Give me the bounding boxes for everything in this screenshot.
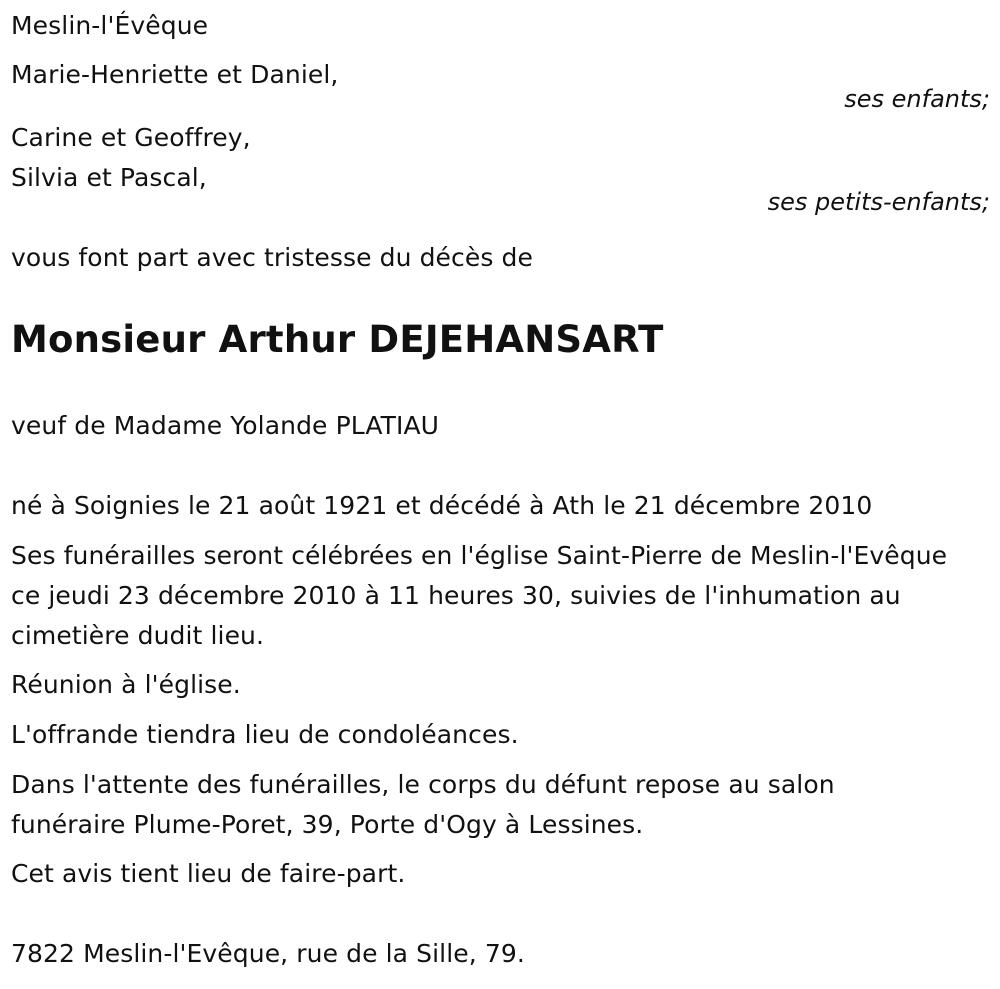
offering: L'offrande tiendra lieu de condoléances. — [11, 720, 519, 749]
children-role: ses enfants; — [844, 85, 990, 113]
meeting: Réunion à l'église. — [11, 670, 241, 699]
address: 7822 Meslin-l'Evêque, rue de la Sille, 79. — [11, 939, 525, 968]
widower-of: veuf de Madame Yolande PLATIAU — [11, 411, 440, 440]
grandchild-names-2: Silvia et Pascal, — [11, 163, 207, 192]
notice: Cet avis tient lieu de faire-part. — [11, 859, 406, 888]
announcement-intro: vous font part avec tristesse du décès de — [11, 243, 533, 272]
funeral-line-2: ce jeudi 23 décembre 2010 à 11 heures 30, suivies de l'inhumation au — [11, 581, 901, 610]
repose-line-1: Dans l'attente des funérailles, le corps du défunt repose au salon — [11, 770, 835, 799]
repose-line-2: funéraire Plume-Poret, 39, Porte d'Ogy à Lessines. — [11, 810, 644, 839]
location-header: Meslin-l'Évêque — [11, 11, 209, 40]
children-names: Marie-Henriette et Daniel, — [11, 60, 339, 89]
birth-death: né à Soignies le 21 août 1921 et décédé à Ath le 21 décembre 2010 — [11, 491, 873, 520]
deceased-name: Monsieur Arthur DEJEHANSART — [11, 318, 664, 361]
funeral-line-1: Ses funérailles seront célébrées en l'église Saint-Pierre de Meslin-l'Evêque — [11, 541, 948, 570]
funeral-line-3: cimetière dudit lieu. — [11, 621, 265, 650]
grandchildren-role: ses petits-enfants; — [767, 188, 990, 216]
grandchild-names-1: Carine et Geoffrey, — [11, 123, 251, 152]
